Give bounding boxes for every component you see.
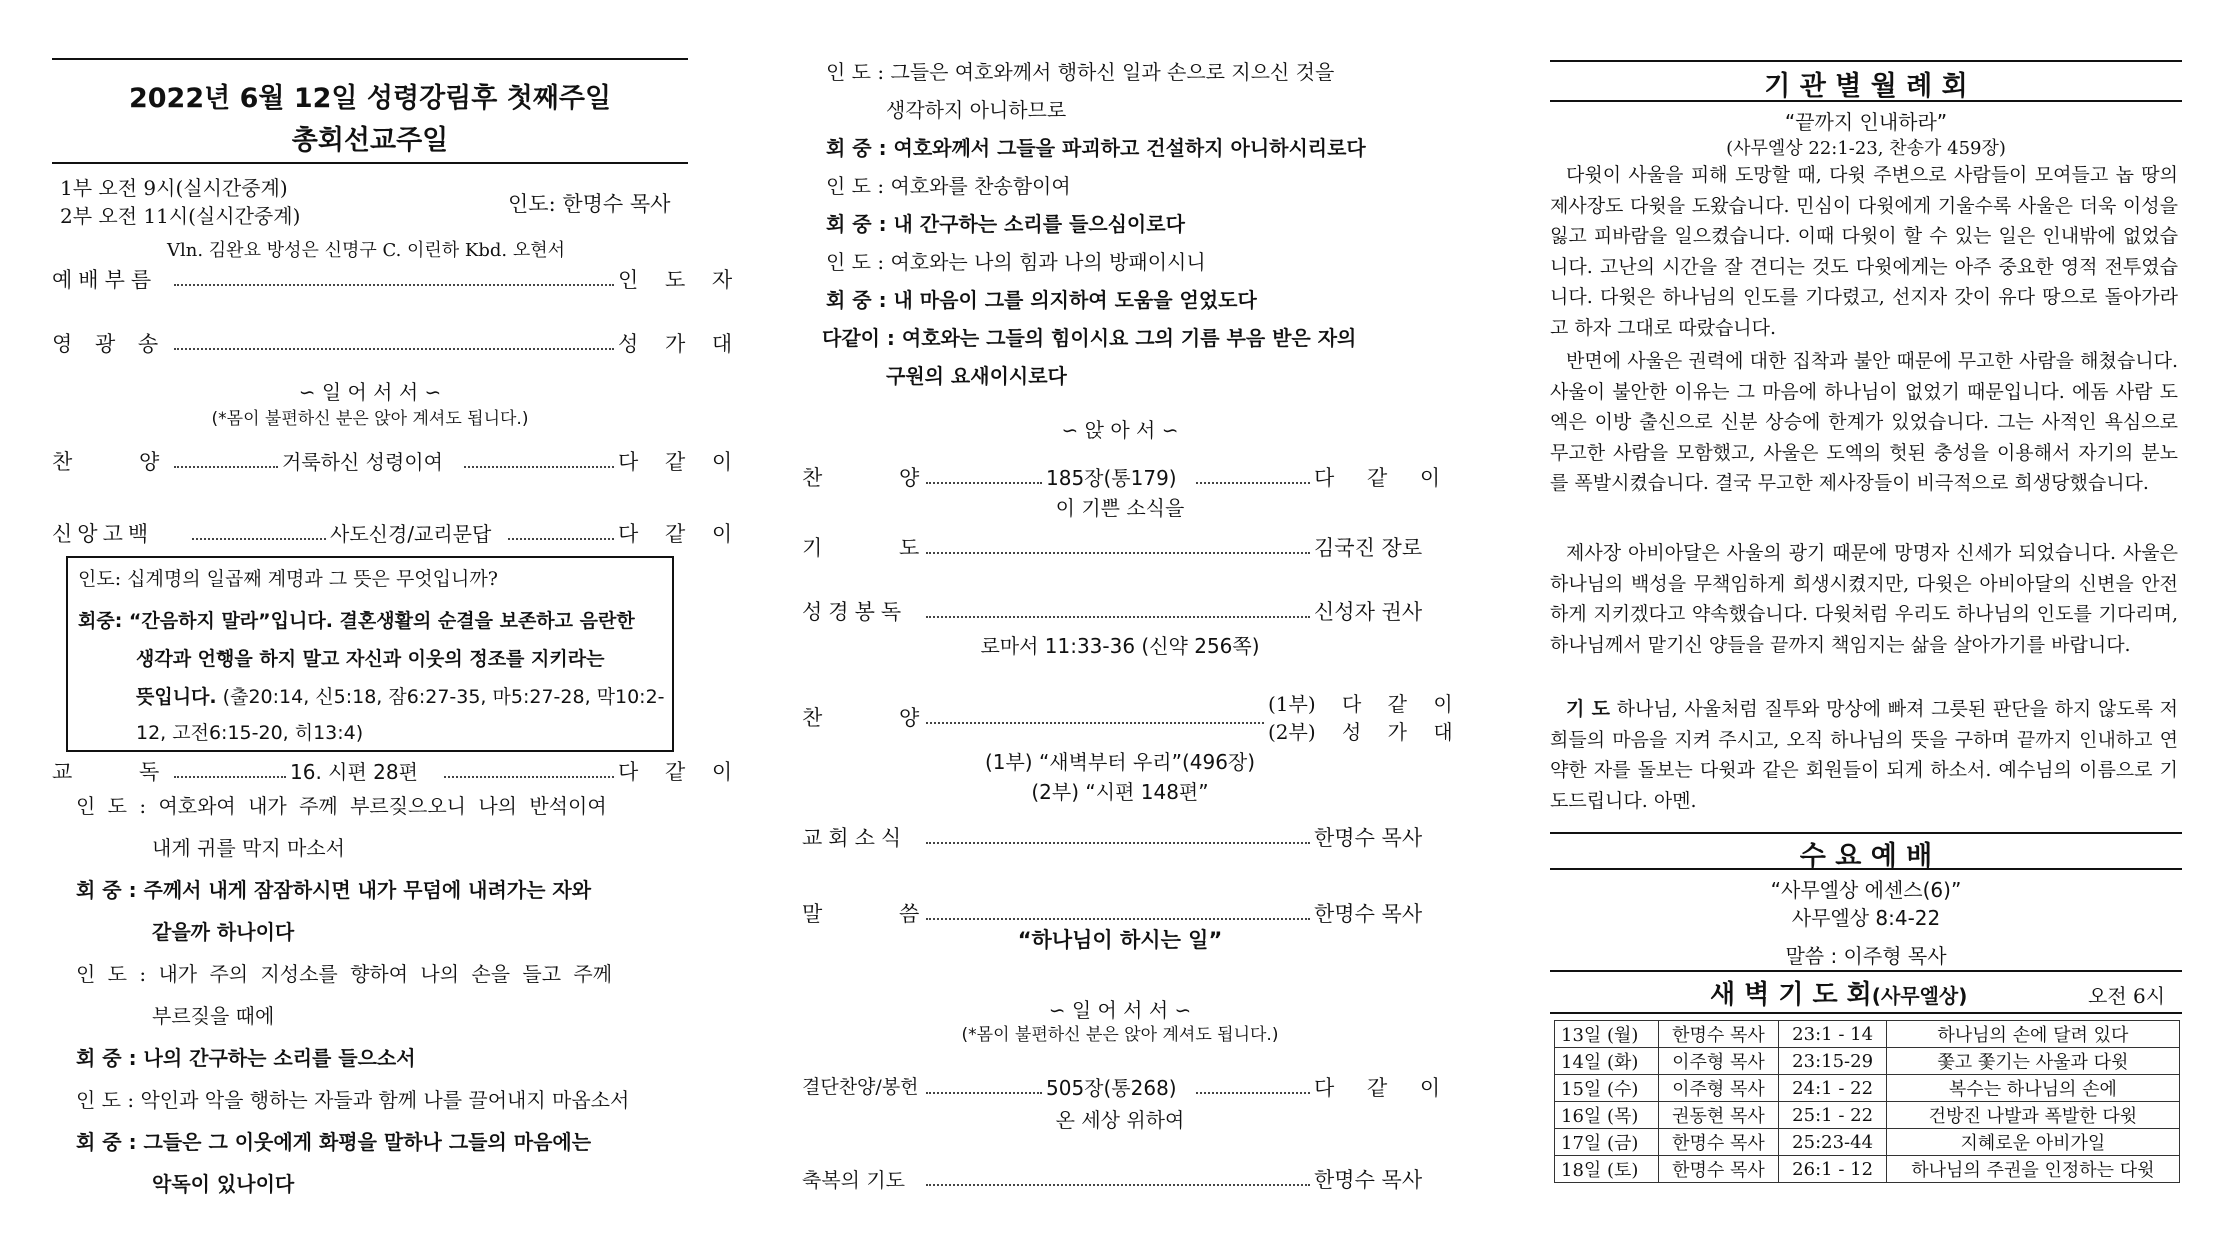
schedule-date: 15일 (수) — [1555, 1075, 1659, 1102]
reading-congregation-line: 회 중 : 내 간구하는 소리를 들으심이로다 — [826, 212, 1185, 236]
devotion-paragraph-1: 다윗이 사울을 피해 도망할 때, 다윗 주변으로 사람들이 모여들고 놉 땅의 제사장도 다윗을 도왔습니다. 민심이 다윗에게 기울수록 사울은 더욱 이성을 잃고 피바람을 일으켰습니다. 이때 다윗이 할 수 있는 일은 인내밖에 없었습니다. 고난의 시간을 잘 견디는 것도 다윗에게는 아주 중요한 영적 전투였습니다. 다윗은 하나님의 인도를 기다렸고, 선지자 갓이 유다 땅으로 돌아가라고 하자 그대로 따랐습니다. — [1550, 164, 2178, 339]
table-row — [1555, 1021, 2180, 1048]
dot-leader — [174, 284, 614, 286]
benediction-who: 한명수 목사 — [1314, 1168, 1423, 1192]
schedule-topic: 건방진 나발과 폭발한 다윗 — [1886, 1102, 2179, 1129]
reading-all-line: 다같이 : 여호와는 그들의 힘이시요 그의 기름 부음 받은 자의 — [822, 326, 1357, 350]
wednesday-sermon-title: “사무엘상 에센스(6)” — [1770, 878, 1962, 902]
section-rule — [1550, 970, 2182, 972]
hymn-title: 거룩하신 성령이여 — [282, 450, 443, 474]
catechism-references: (출20:14, 신5:18, 잠6:27-35, 마5:27-28, 막10:2- — [216, 686, 665, 708]
dawn-prayer-schedule — [1554, 1020, 2180, 1183]
anthem-who-2: (2부) 성 가 대 — [1268, 720, 1453, 744]
catechism-answer-1: 회중: “간음하지 말라”입니다. 결혼생활의 순결을 보존하고 음란한 — [78, 610, 635, 632]
schedule-passage: 23:1 - 14 — [1779, 1021, 1886, 1048]
scripture-who: 신성자 권사 — [1314, 600, 1423, 624]
offering-who: 다 같 이 — [1314, 1076, 1441, 1100]
hymn-label: 찬 양 — [52, 450, 160, 474]
schedule-passage: 24:1 - 22 — [1779, 1075, 1886, 1102]
schedule-topic: 쫓고 쫓기는 사울과 다윗 — [1886, 1048, 2179, 1075]
devotion-prayer-label: 기 도 — [1566, 698, 1610, 720]
devotion-title: “끝까지 인내하라” — [1784, 110, 1948, 134]
stand-note: (*몸이 불편하신 분은 앉아 계셔도 됩니다.) — [211, 409, 529, 429]
reading-leader-line: 인 도 : 여호와여 내가 주께 부르짖으오니 나의 반석이여 — [76, 794, 607, 818]
title-rule — [52, 162, 688, 164]
offering-hymn-title: 온 세상 위하여 — [1055, 1108, 1185, 1132]
creed-title: 사도신경/교리문답 — [330, 522, 492, 546]
schedule-passage: 25:1 - 22 — [1779, 1102, 1886, 1129]
devotion-reference: (사무엘상 22:1-23, 찬송가 459장) — [1726, 138, 2006, 159]
dawn-prayer-heading — [1710, 974, 1967, 1011]
dot-leader — [926, 482, 1042, 484]
schedule-speaker: 권동현 목사 — [1658, 1102, 1779, 1129]
table-row — [1555, 1129, 2180, 1156]
stand-instruction: ∽ 일 어 서 서 ∽ — [1048, 998, 1192, 1022]
call-to-worship-label: 예배부름 — [52, 268, 158, 292]
musicians: Vln. 김완요 방성은 신명구 C. 이린하 Kbd. 오현서 — [167, 240, 566, 261]
call-to-worship-who: 인 도 자 — [618, 268, 743, 292]
dot-leader — [1196, 482, 1310, 484]
dot-leader — [926, 1092, 1042, 1094]
table-row — [1555, 1048, 2180, 1075]
service-time-2: 2부 오전 11시(실시간중계) — [60, 204, 301, 228]
reading-congregation-line-cont: 같을까 하나이다 — [152, 920, 295, 944]
anthem-title-1: (1부) “새벽부터 우리”(496장) — [984, 750, 1256, 774]
hymn-who: 다 같 이 — [618, 450, 733, 474]
dot-leader — [926, 616, 1310, 618]
schedule-date: 16일 (목) — [1555, 1102, 1659, 1129]
dot-leader — [174, 348, 614, 350]
reading-leader-line-cont: 생각하지 아니하므로 — [886, 98, 1067, 122]
schedule-topic: 하나님의 손에 달려 있다 — [1886, 1021, 2179, 1048]
reading-congregation-line: 회 중 : 주께서 내게 잠잠하시면 내가 무덤에 내려가는 자와 — [76, 878, 592, 902]
catechism-answer-3 — [136, 682, 665, 709]
creed-label: 신앙고백 — [52, 522, 154, 546]
prayer-label: 기 도 — [802, 536, 920, 560]
schedule-speaker: 한명수 목사 — [1658, 1129, 1779, 1156]
page-subtitle: 총회선교주일 — [291, 125, 449, 156]
dot-leader — [926, 1184, 1310, 1186]
reading-all-line-cont: 구원의 요새이시로다 — [886, 364, 1067, 388]
section-rule — [1550, 60, 2182, 62]
dawn-prayer-subtitle: (사무엘상) — [1871, 984, 1968, 1008]
hymn-label: 찬 양 — [802, 466, 920, 490]
dot-leader — [926, 552, 1310, 554]
catechism-question: 인도: 십계명의 일곱째 계명과 그 뜻은 무엇입니까? — [78, 568, 498, 590]
reading-congregation-line: 회 중 : 내 마음이 그를 의지하여 도움을 얻었도다 — [826, 288, 1257, 312]
page-title: 2022년 6월 12일 성령강림후 첫째주일 — [128, 83, 612, 114]
devotion-paragraph-3: 제사장 아비아달은 사울의 광기 때문에 망명자 신세가 되었습니다. 사울은 하나님의 백성을 무책임하게 희생시켰지만, 다윗은 아비아달의 신변을 안전하게 지키겠다고 약속했습니다. 다윗처럼 우리도 하나님의 인도를 기다리며, 하나님께서 맡기신 양들을 끝까지 책임지는 삶을 살아가기를 바랍니다. — [1550, 542, 2178, 656]
schedule-date: 14일 (화) — [1555, 1048, 1659, 1075]
sermon-label: 말 씀 — [802, 902, 920, 926]
gloria-who: 성 가 대 — [618, 332, 743, 356]
catechism-answer-3-bold: 뜻입니다. — [136, 686, 217, 708]
dot-leader — [174, 466, 278, 468]
reading-congregation-line-cont: 악독이 있나이다 — [152, 1172, 295, 1196]
sermon-title: “하나님이 하시는 일” — [1017, 928, 1223, 952]
devotion-paragraph-2: 반면에 사울은 권력에 대한 집착과 불안 때문에 무고한 사람을 해쳤습니다. 사울이 불안한 이유는 그 마음에 하나님이 없었기 때문입니다. 에돔 사람 도엑은 이방 출신으로 신분 상승에 한계가 있었습니다. 그는 사적인 욕심으로 무고한 사람을 모함했고, 사울은 도엑의 헛된 충성을 이용해서 자기의 분노를 폭발시켰습니다. 결국 무고한 제사장들이 비극적으로 희생당했습니다. — [1550, 350, 2178, 495]
dot-leader — [444, 776, 614, 778]
table-row — [1555, 1156, 2180, 1183]
monthly-meeting-title: 기 관 별 월 례 회 — [1764, 71, 1968, 102]
dawn-prayer-time: 오전 6시 — [2088, 984, 2166, 1008]
stand-instruction: ∽ 일 어 서 서 ∽ — [298, 380, 442, 404]
news-who: 한명수 목사 — [1314, 826, 1423, 850]
reading-leader-line-cont: 부르짖을 때에 — [152, 1004, 275, 1028]
catechism-references-2: 12, 고전6:15-20, 히13:4) — [136, 722, 364, 744]
wednesday-speaker: 말씀 : 이주형 목사 — [1785, 944, 1947, 968]
schedule-topic: 복수는 하나님의 손에 — [1886, 1075, 2179, 1102]
anthem-label: 찬 양 — [802, 706, 920, 730]
prayer-who: 김국진 장로 — [1314, 536, 1423, 560]
catechism-answer-2: 생각과 언행을 하지 말고 자신과 이웃의 정조를 지키라는 — [136, 648, 605, 670]
schedule-passage: 26:1 - 12 — [1779, 1156, 1886, 1183]
anthem-title-2: (2부) “시편 148편” — [1031, 780, 1209, 804]
reading-leader-line: 인 도 : 여호와를 찬송함이여 — [826, 174, 1071, 198]
dot-leader — [926, 842, 1310, 844]
news-label: 교회소식 — [802, 826, 908, 850]
service-leader: 인도: 한명수 목사 — [508, 192, 671, 216]
reading-congregation-line: 회 중 : 나의 간구하는 소리를 들으소서 — [76, 1046, 416, 1070]
dot-leader — [464, 466, 614, 468]
top-rule — [52, 58, 688, 60]
service-time-1: 1부 오전 9시(실시간중계) — [60, 176, 288, 200]
dot-leader — [192, 538, 326, 540]
schedule-date: 13일 (월) — [1555, 1021, 1659, 1048]
hymn-title: 이 기쁜 소식을 — [1055, 496, 1185, 520]
schedule-speaker: 한명수 목사 — [1658, 1156, 1779, 1183]
schedule-passage: 23:15-29 — [1779, 1048, 1886, 1075]
schedule-speaker: 한명수 목사 — [1658, 1021, 1779, 1048]
schedule-topic: 지혜로운 아비가일 — [1886, 1129, 2179, 1156]
table-row — [1555, 1102, 2180, 1129]
schedule-date: 17일 (금) — [1555, 1129, 1659, 1156]
schedule-topic: 하나님의 주권을 인정하는 다윗 — [1886, 1156, 2179, 1183]
dawn-prayer-title: 새 벽 기 도 회 — [1710, 980, 1872, 1010]
reading-leader-line-cont: 내게 귀를 막지 마소서 — [152, 836, 345, 860]
dot-leader — [174, 776, 286, 778]
responsive-reading-who: 다 같 이 — [618, 760, 733, 784]
section-rule — [1550, 100, 2182, 102]
anthem-who-1: (1부) 다 같 이 — [1268, 692, 1453, 716]
hymn-number: 185장(통179) — [1046, 466, 1177, 490]
reading-congregation-line: 회 중 : 여호와께서 그들을 파괴하고 건설하지 아니하시리로다 — [826, 136, 1366, 160]
offering-hymn-number: 505장(통268) — [1046, 1076, 1177, 1100]
dot-leader — [1196, 1092, 1310, 1094]
section-rule — [1550, 1012, 2182, 1014]
dot-leader — [926, 722, 1264, 724]
devotion-prayer-text: 하나님, 사울처럼 질투와 망상에 빠져 그릇된 판단을 하지 않도록 저희들의 마음을 지켜 주시고, 오직 하나님의 뜻을 구하며 끝까지 인내하고 연약한 자를 돌보는 다윗과 같은 회원들이 되게 하소서. 예수님의 이름으로 기도드립니다. 아멘. — [1550, 698, 2178, 812]
schedule-speaker: 이주형 목사 — [1658, 1048, 1779, 1075]
section-rule — [1550, 868, 2182, 870]
schedule-speaker: 이주형 목사 — [1658, 1075, 1779, 1102]
reading-leader-line: 인 도 : 내가 주의 지성소를 향하여 나의 손을 들고 주께 — [76, 962, 613, 986]
benediction-label: 축복의 기도 — [802, 1168, 905, 1192]
sit-instruction: ∽ 앉 아 서 ∽ — [1061, 418, 1179, 442]
gloria-label: 영 광 송 — [52, 332, 167, 356]
creed-who: 다 같 이 — [618, 522, 733, 546]
reading-leader-line: 인 도 : 악인과 악을 행하는 자들과 함께 나를 끌어내지 마옵소서 — [76, 1088, 630, 1112]
reading-congregation-line: 회 중 : 그들은 그 이웃에게 화평을 말하나 그들의 마음에는 — [76, 1130, 592, 1154]
sermon-who: 한명수 목사 — [1314, 902, 1423, 926]
scripture-reference: 로마서 11:33-36 (신약 256쪽) — [980, 634, 1260, 658]
schedule-date: 18일 (토) — [1555, 1156, 1659, 1183]
table-row — [1555, 1075, 2180, 1102]
reading-leader-line: 인 도 : 그들은 여호와께서 행하신 일과 손으로 지으신 것을 — [826, 60, 1335, 84]
devotion-prayer — [1550, 694, 2178, 816]
hymn-who: 다 같 이 — [1314, 466, 1441, 490]
responsive-reading-label: 교 독 — [52, 760, 160, 784]
offering-label: 결단찬양/봉헌 — [802, 1076, 919, 1098]
wednesday-scripture: 사무엘상 8:4-22 — [1791, 906, 1941, 930]
dot-leader — [508, 538, 614, 540]
schedule-passage: 25:23-44 — [1779, 1129, 1886, 1156]
stand-note: (*몸이 불편하신 분은 앉아 계셔도 됩니다.) — [961, 1025, 1279, 1045]
wednesday-service-title: 수 요 예 배 — [1799, 841, 1933, 872]
reading-leader-line: 인 도 : 여호와는 나의 힘과 나의 방패이시니 — [826, 250, 1206, 274]
dot-leader — [926, 918, 1310, 920]
scripture-label: 성경봉독 — [802, 600, 908, 624]
responsive-reading-title: 16. 시편 28편 — [290, 760, 418, 784]
